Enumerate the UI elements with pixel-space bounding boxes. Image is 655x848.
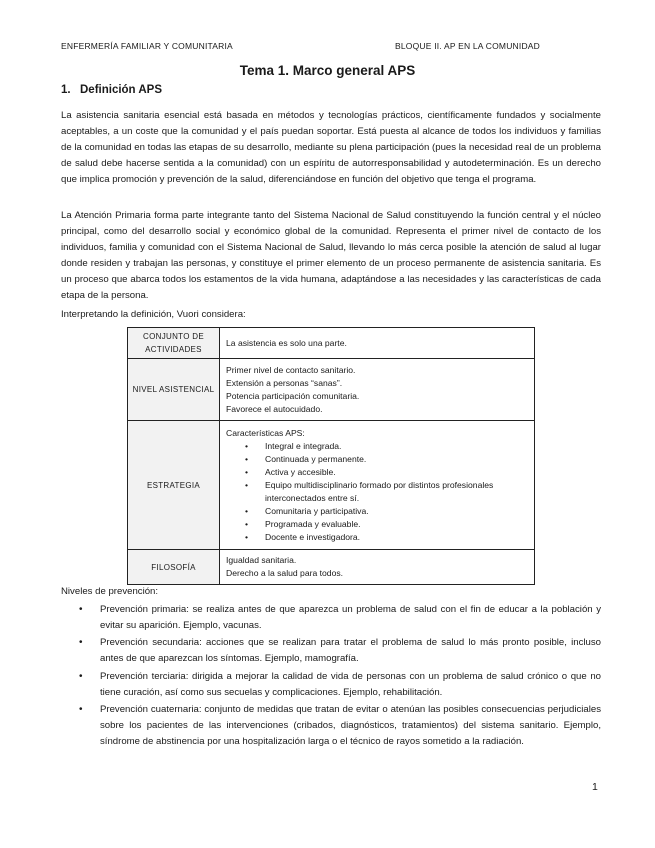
table-value-cell bbox=[220, 328, 535, 359]
list-item: • Activa y accesible. bbox=[265, 466, 528, 479]
table-line: Derecho a la salud para todos. bbox=[226, 568, 344, 578]
list-item: • Comunitaria y participativa. bbox=[265, 505, 528, 518]
table-value-cell bbox=[220, 550, 535, 585]
list-item: • Programada y evaluable. bbox=[265, 518, 528, 531]
table-category-cell: FILOSOFÍA bbox=[128, 550, 220, 585]
paragraph-1: La asistencia sanitaria esencial está basada en métodos y tecnologías prácticos, científicamente fundados y socialmente aceptables, a un coste que la comunidad y el país puedan soportar. Está puesta al alcance de todos los individuos y familias de la comunidad en todas las etapas de su desarrollo, mediante su plena participación (pues la necesidad real de un problema de salud debe hacerse sentida a la comunidad) con un espíritu de autorresponsabilidad y autodeterminación. Es un derecho que implica promoción y prevención de la salud, diferenciándose en función del objetivo que tenga el programa. bbox=[61, 110, 601, 185]
table-line: Potencia participación comunitaria. bbox=[226, 390, 360, 401]
list-item: • Continuada y permanente. bbox=[265, 453, 528, 466]
list-item: • Equipo multidisciplinario formado por distintos profesionales interconectados entre sí. bbox=[265, 479, 528, 505]
list-item: • Prevención secundaria: acciones que se realizan para tratar el problema de salud lo más pronto posible, incluso antes de que aparezcan los síntomas. Ejemplo, mamografía. bbox=[61, 635, 601, 667]
table-row bbox=[128, 359, 535, 421]
table-line: Favorece el autocuidado. bbox=[226, 403, 323, 414]
prevention-levels-list bbox=[61, 602, 601, 752]
table-line: Igualdad sanitaria. bbox=[226, 555, 297, 565]
table-row bbox=[128, 550, 535, 585]
table-line: Primer nivel de contacto sanitario. bbox=[226, 364, 356, 375]
table-value-cell bbox=[220, 421, 535, 550]
running-header-right: BLOQUE II. AP EN LA COMUNIDAD bbox=[395, 41, 540, 51]
table-category-cell: ESTRATEGIA bbox=[128, 421, 220, 550]
page-number: 1 bbox=[592, 781, 598, 793]
section-label: Definición APS bbox=[80, 84, 162, 96]
list-item: • Prevención terciaria: dirigida a mejorar la calidad de vida de personas con un problema de salud crónico o que no tiene curación, así como sus secuelas y complicaciones. Ejemplo, rehabilitación. bbox=[61, 669, 601, 701]
table-category-cell: NIVEL ASISTENCIAL bbox=[128, 359, 220, 421]
vuori-table bbox=[127, 327, 535, 585]
table-line: Extensión a personas “sanas”. bbox=[226, 377, 343, 388]
prevention-levels-title: Niveles de prevención: bbox=[61, 586, 159, 597]
running-header-left: ENFERMERÍA FAMILIAR Y COMUNITARIA bbox=[61, 41, 233, 51]
list-item: • Prevención primaria: se realiza antes de que aparezca un problema de salud con el fin de educar a la población y evitar su aparición. Ejemplo, vacunas. bbox=[61, 602, 601, 634]
table-intro: Interpretando la definición, Vuori considera: bbox=[61, 309, 246, 320]
table-line: La asistencia es solo una parte. bbox=[226, 337, 347, 348]
section-number: 1. bbox=[61, 84, 71, 96]
list-item: • Prevención cuaternaria: conjunto de medidas que tratan de evitar o atenúan las posibles consecuencias perjudiciales sobre los pacientes de las intervenciones (cribados, diagnósticos, tratamientos) del sistema sanitario. Ejemplo, síndrome de abstinencia por una hospitalización larga o el técnico de rayos sometido a la radiación. bbox=[61, 702, 601, 750]
table-row bbox=[128, 421, 535, 550]
page-title: Tema 1. Marco general APS bbox=[239, 63, 416, 78]
table-category-cell: CONJUNTO DE ACTIVIDADES bbox=[128, 328, 220, 359]
section-heading bbox=[61, 84, 162, 96]
paragraph-2: La Atención Primaria forma parte integrante tanto del Sistema Nacional de Salud constituyendo la función central y el núcleo principal, como del desarrollo social y económico global de la comunidad. Representa el primer nivel de contacto de los individuos, familia y comunidad con el Sistema Nacional de Salud, llevando lo más cerca posible la atención de salud al lugar donde residen y trabajan las personas, y constituye el primer elemento de un proceso permanente de asistencia sanitaria. Es un proceso que abarca todos los estamentos de la vida humana, adaptándose a las necesidades y las características de cada etapa de la persona. bbox=[61, 210, 601, 301]
list-item: • Docente e investigadora. bbox=[265, 531, 528, 544]
aps-characteristics-list bbox=[226, 440, 528, 544]
table-line: Características APS: bbox=[226, 427, 305, 438]
table-row bbox=[128, 328, 535, 359]
list-item: • Integral e integrada. bbox=[265, 440, 528, 453]
table-value-cell bbox=[220, 359, 535, 421]
